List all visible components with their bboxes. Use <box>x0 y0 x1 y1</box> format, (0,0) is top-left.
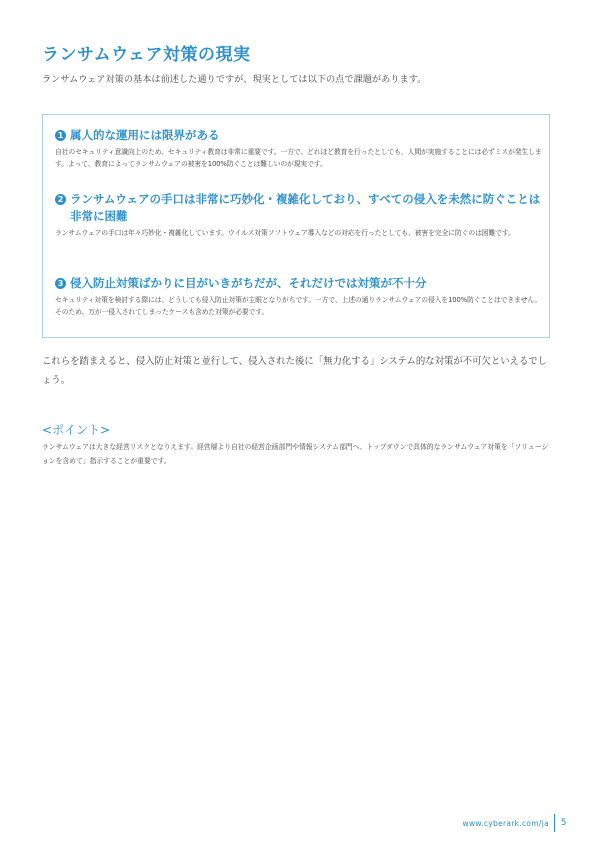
issue-body: 自社のセキュリティ意識向上のため、セキュリティ教育は非常に重要です。一方で、どれほど教育を行ったとしても、人間が実施することには必ずミスが発生します。よって、教育によってランサムウェアの被害を100%防ぐことは難しいのが現実です。 <box>55 148 542 168</box>
issue-number-badge: 2 <box>55 194 66 205</box>
issue-number-badge: 1 <box>55 130 66 141</box>
footer-url-link[interactable]: www.cyberark.com/ja <box>462 819 549 828</box>
point-heading: <ポイント> <box>42 423 111 437</box>
conclusion-paragraph: これらを踏まえると、侵入防止対策と並行して、侵入された後に「無力化する」システム的な対策が不可欠といえるでしょう。 <box>42 356 548 386</box>
intro-paragraph: ランサムウェア対策の基本は前述した通りですが、現実としては以下の点で課題があります。 <box>42 74 427 85</box>
issue-item <box>55 191 543 239</box>
page-number: 5 <box>561 818 567 828</box>
issue-heading-text: 属人的な運用には限界がある <box>70 128 220 142</box>
footer-divider <box>554 814 555 832</box>
issues-box <box>42 114 550 338</box>
issue-number-badge: 3 <box>55 278 66 289</box>
issue-heading-text: 侵入防止対策ばかりに目がいきがちだが、それだけでは対策が不十分 <box>70 276 427 290</box>
issue-heading <box>55 275 543 292</box>
issue-heading-text: ランサムウェアの手口は非常に巧妙化・複雑化しており、すべての侵入を未然に防ぐことは非常に困難 <box>70 192 541 223</box>
issue-body: ランサムウェアの手口は年々巧妙化・複雑化しています。ウイルス対策ソフトウェア導入などの対応を行ったとしても、被害を完全に防ぐのは困難です。 <box>55 229 515 237</box>
issue-heading <box>55 191 543 225</box>
issue-heading <box>55 127 543 144</box>
issue-item <box>55 127 543 170</box>
point-paragraph: ランサムウェアは大きな経営リスクとなりえます。経営層より自社の経営企画部門や情報システム部門へ、トップダウンで具体的なランサムウェア対策を「ソリューションを含めて」指示することが重要です。 <box>42 443 549 465</box>
issue-item <box>55 275 543 318</box>
issue-body: セキュリティ対策を検討する際には、どうしても侵入防止対策が主眼となりがちです。一方で、上述の通りランサムウェアの侵入を100%防ぐことはできません。そのため、万が一侵入されてしまったケースも含めた対策が必要です。 <box>55 296 542 316</box>
page-title: ランサムウェア対策の現実 <box>42 45 251 65</box>
